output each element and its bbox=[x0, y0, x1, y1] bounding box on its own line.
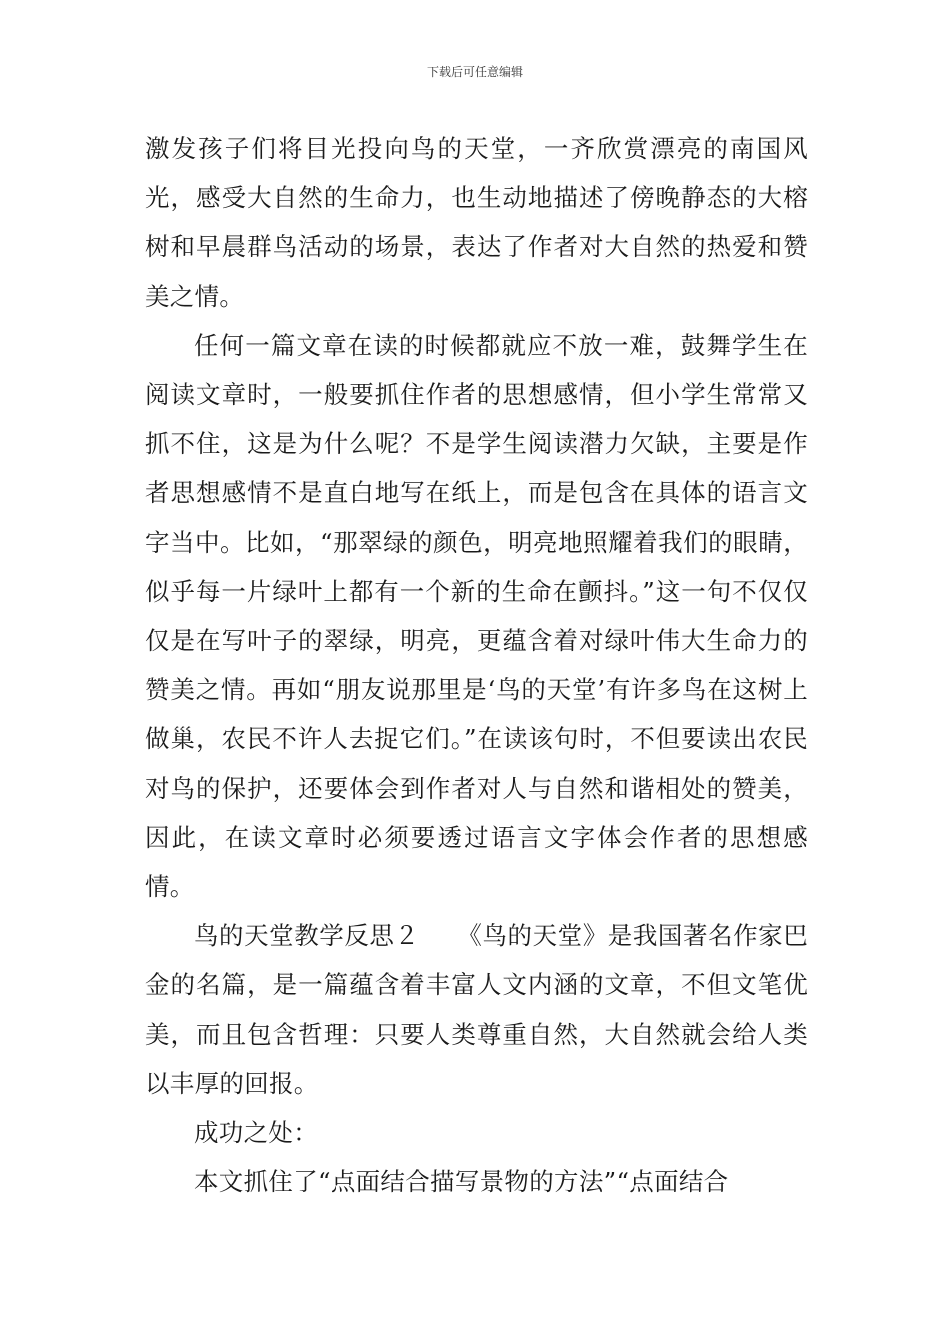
paragraph-3: 鸟的天堂教学反思２ 《鸟的天堂》是我国著名作家巴金的名篇，是一篇蕴含着丰富人文内涵的文章，不但文笔优美，而且包含哲理：只要人类尊重自然，大自然就会给人类以丰厚的回报。 bbox=[145, 921, 808, 1098]
document-body bbox=[145, 124, 808, 1206]
paragraph-2: 任何一篇文章在读的时候都就应不放一难，鼓舞学生在阅读文章时，一般要抓住作者的思想感情，但小学生常常又抓不住，这是为什么呢？不是学生阅读潜力欠缺，主要是作者思想感情不是直白地写在纸上，而是包含在具体的语言文字当中。比如，“那翠绿的颜色，明亮地照耀着我们的眼睛，似乎每一片绿叶上都有一个新的生命在颤抖。”这一句不仅仅仅是在写叶子的翠绿，明亮，更蕴含着对绿叶伟大生命力的赞美之情。再如“朋友说那里是‘鸟的天堂’有许多鸟在这树上做巢，农民不许人去捉它们。”在读该句时，不但要读出农民对鸟的保护，还要体会到作者对人与自然和谐相处的赞美，因此，在读文章时必须要透过语言文字体会作者的思想感情。 bbox=[145, 330, 808, 902]
page-header-note: 下载后可任意编辑 bbox=[426, 65, 523, 79]
paragraph-5: 本文抓住了“点面结合描写景物的方法”“点面结合 bbox=[194, 1167, 729, 1197]
paragraph-1: 激发孩子们将目光投向鸟的天堂，一齐欣赏漂亮的南国风光，感受大自然的生命力，也生动地描述了傍晚静态的大榕树和早晨群鸟活动的场景，表达了作者对大自然的热爱和赞美之情。 bbox=[145, 134, 808, 311]
paragraph-4: 成功之处： bbox=[194, 1118, 318, 1148]
